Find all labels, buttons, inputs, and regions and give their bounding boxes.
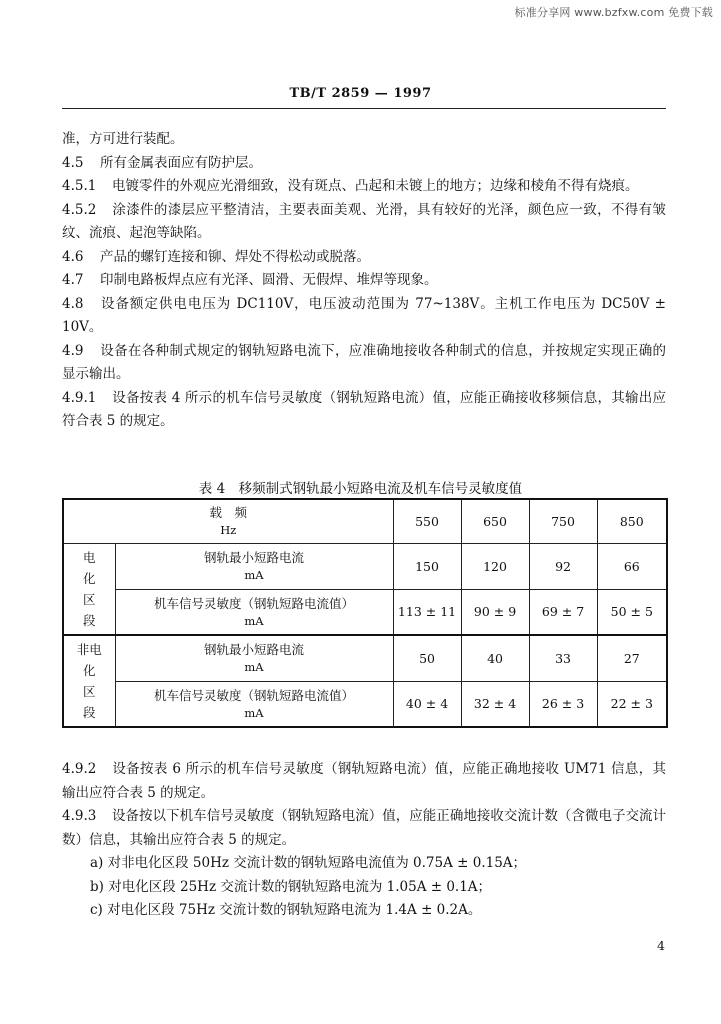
table-header-row bbox=[63, 499, 667, 543]
value-cell: 69 ± 7 bbox=[529, 589, 597, 635]
page-number: 4 bbox=[657, 938, 665, 953]
carrier-label: 载 频 bbox=[209, 505, 248, 521]
header-rule bbox=[62, 108, 666, 109]
row-unit: mA bbox=[244, 705, 264, 720]
zone-char: 化 bbox=[82, 570, 96, 586]
zone-char: 区 bbox=[82, 684, 96, 699]
clause-text: 产品的螺钉连接和铆、焊处不得松动或脱落。 bbox=[100, 248, 370, 265]
clause-4-9-3 bbox=[62, 805, 666, 852]
value-cell: 32 ± 4 bbox=[461, 681, 529, 727]
clause-text: 设备在各种制式规定的钢轨短路电流下，应准确地接收各种制式的信息，并按规定实现正确的显示输出。 bbox=[62, 342, 666, 382]
body-bottom bbox=[62, 758, 666, 923]
clause-number: 4.9 bbox=[62, 342, 84, 359]
clause-4-9-2 bbox=[62, 758, 666, 805]
value-cell: 120 bbox=[461, 543, 529, 589]
value-cell: 92 bbox=[529, 543, 597, 589]
list-item: c) 对电化区段 75Hz 交流计数的钢轨短路电流为 1.4A ± 0.2A。 bbox=[90, 902, 482, 918]
carrier-unit: Hz bbox=[220, 523, 237, 538]
table-row bbox=[63, 635, 667, 681]
clause-number: 4.9.1 bbox=[62, 389, 97, 406]
clause-number: 4.6 bbox=[62, 248, 84, 265]
row-label: 机车信号灵敏度（钢轨短路电流值） bbox=[154, 595, 355, 611]
clause-4-9-1 bbox=[62, 387, 666, 434]
body-top bbox=[62, 128, 666, 434]
clause-text: 所有金属表面应有防护层。 bbox=[100, 154, 262, 171]
row-label: 钢轨最小短路电流 bbox=[204, 642, 305, 658]
clause-number: 4.7 bbox=[62, 272, 84, 288]
frequency-cell: 650 bbox=[461, 499, 529, 543]
clause-number: 4.8 bbox=[62, 295, 84, 312]
clause-4-5 bbox=[62, 152, 666, 176]
zone-char: 段 bbox=[82, 705, 96, 720]
paragraph-text: 准，方可进行装配。 bbox=[62, 131, 184, 147]
clause-text: 设备按以下机车信号灵敏度（钢轨短路电流）值，应能正确地接收交流计数（含微电子交流计数）信息，其输出应符合表 5 的规定。 bbox=[62, 808, 666, 848]
zone-char: 段 bbox=[82, 612, 96, 628]
list-item: a) 对非电化区段 50Hz 交流计数的钢轨短路电流值为 0.75A ± 0.15A； bbox=[90, 855, 527, 871]
clause-4-9 bbox=[62, 340, 666, 387]
clause-4-5-1 bbox=[62, 175, 666, 199]
table-4-caption: 表 4 移频制式钢轨最小短路电流及机车信号灵敏度值 bbox=[198, 481, 523, 497]
zone-char: 电 bbox=[82, 549, 96, 565]
table-row bbox=[63, 681, 667, 727]
clause-text: 设备按表 6 所示的机车信号灵敏度（钢轨短路电流）值，应能正确地接收 UM71 信息，其输出应符合表 5 的规定。 bbox=[62, 761, 666, 801]
clause-4-6 bbox=[62, 246, 666, 270]
zone-char: 非电 bbox=[76, 642, 102, 657]
zone-electrified bbox=[63, 543, 115, 635]
standard-number-header: TB/T 2859 — 1997 bbox=[289, 86, 432, 101]
clause-number: 4.9.2 bbox=[62, 761, 97, 777]
value-cell: 40 bbox=[461, 635, 529, 681]
row-label: 机车信号灵敏度（钢轨短路电流值） bbox=[154, 687, 355, 703]
frequency-cell: 750 bbox=[529, 499, 597, 543]
clause-text: 设备额定供电电压为 DC110V，电压波动范围为 77~138V。主机工作电压为 DC50V ± 10V。 bbox=[62, 295, 666, 335]
clause-4-5-2 bbox=[62, 199, 666, 246]
clause-number: 4.5.2 bbox=[62, 201, 97, 218]
value-cell: 50 ± 5 bbox=[597, 589, 667, 635]
value-cell: 66 bbox=[597, 543, 667, 589]
clause-number: 4.5 bbox=[62, 154, 84, 171]
row-unit: mA bbox=[244, 613, 264, 628]
list-item: b) 对电化区段 25Hz 交流计数的钢轨短路电流为 1.05A ± 0.1A； bbox=[90, 878, 492, 895]
clause-number: 4.9.3 bbox=[62, 808, 97, 824]
value-cell: 40 ± 4 bbox=[393, 681, 461, 727]
row-unit: mA bbox=[244, 568, 264, 582]
value-cell: 50 bbox=[393, 635, 461, 681]
clause-number: 4.5.1 bbox=[62, 178, 97, 194]
zone-char: 化 bbox=[82, 663, 96, 678]
value-cell: 26 ± 3 bbox=[529, 681, 597, 727]
table-4 bbox=[62, 498, 668, 728]
frequency-cell: 550 bbox=[393, 499, 461, 543]
zone-non-electrified bbox=[63, 635, 115, 727]
frequency-cell: 850 bbox=[597, 499, 667, 543]
value-cell: 22 ± 3 bbox=[597, 681, 667, 727]
row-label-cell bbox=[115, 681, 393, 727]
table-row bbox=[63, 543, 667, 589]
clause-text: 印制电路板焊点应有光泽、圆滑、无假焊、堆焊等现象。 bbox=[100, 272, 438, 288]
value-cell: 33 bbox=[529, 635, 597, 681]
row-unit: mA bbox=[244, 660, 264, 675]
value-cell: 150 bbox=[393, 543, 461, 589]
carrier-header-cell bbox=[63, 499, 393, 543]
clause-4-8 bbox=[62, 293, 666, 340]
row-label-cell bbox=[115, 635, 393, 681]
row-label: 钢轨最小短路电流 bbox=[204, 550, 305, 565]
row-label-cell bbox=[115, 543, 393, 589]
zone-char: 区 bbox=[82, 591, 96, 607]
clause-text: 设备按表 4 所示的机车信号灵敏度（钢轨短路电流）值，应能正确接收移频信息，其输出应符合表 5 的规定。 bbox=[62, 389, 666, 429]
value-cell: 27 bbox=[597, 635, 667, 681]
clause-text: 电镀零件的外观应光滑细致，没有斑点、凸起和未镀上的地方；边缘和棱角不得有烧痕。 bbox=[112, 178, 639, 194]
watermark: 标准分享网 www.bzfxw.com 免费下载 bbox=[514, 6, 713, 19]
clause-4-7 bbox=[62, 269, 666, 293]
value-cell: 90 ± 9 bbox=[461, 589, 529, 635]
value-cell: 113 ± 11 bbox=[393, 589, 461, 635]
table-row bbox=[63, 589, 667, 635]
clause-text: 涂漆件的漆层应平整清洁，主要表面美观、光滑，具有较好的光泽，颜色应一致，不得有皱纹、流痕、起泡等缺陷。 bbox=[62, 201, 666, 241]
paragraph-continuation bbox=[62, 128, 666, 152]
row-label-cell bbox=[115, 589, 393, 635]
